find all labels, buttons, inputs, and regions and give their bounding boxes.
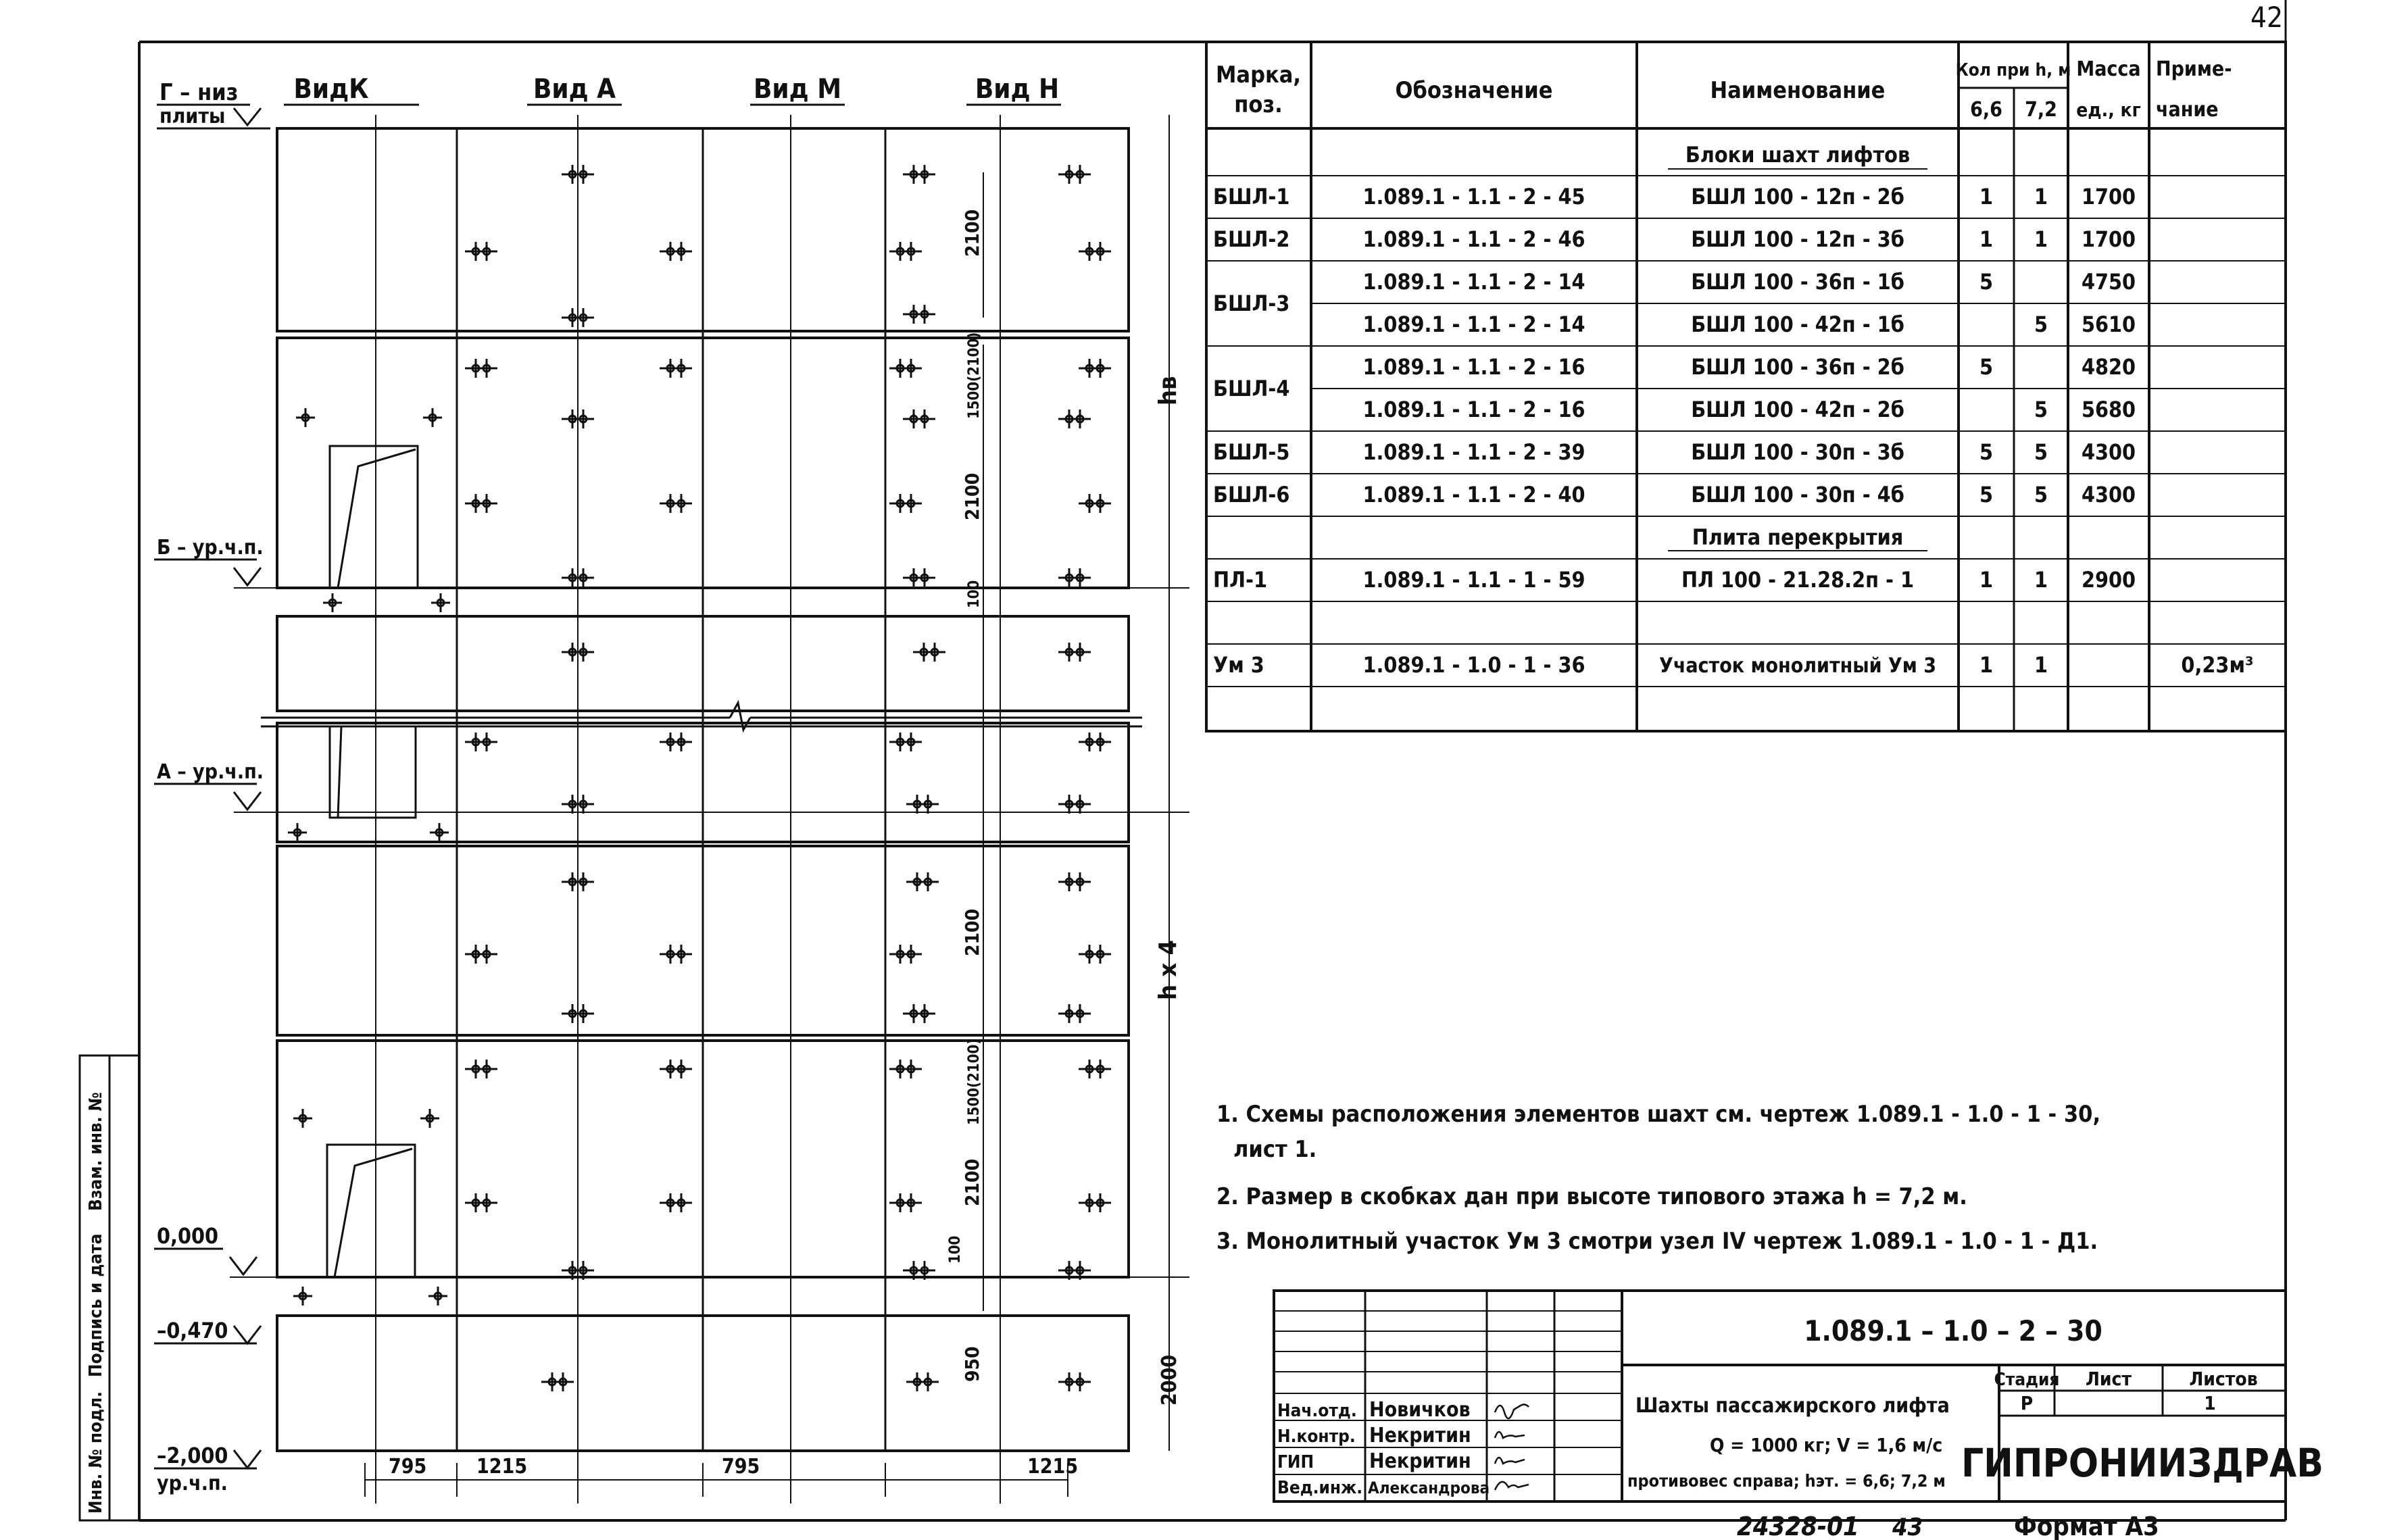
spec-cell-mark: БШЛ-3 <box>1213 291 1290 316</box>
spec-cell-designation: 1.089.1 - 1.1 - 2 - 14 <box>1362 312 1585 337</box>
spec-cell-name: БШЛ 100 - 12п - 3б <box>1691 226 1904 252</box>
spec-cell-designation: 1.089.1 - 1.1 - 2 - 14 <box>1362 269 1585 295</box>
dim-1215-1: 1215 <box>476 1455 528 1479</box>
view-n-label: Вид Н <box>975 74 1060 105</box>
level-minus047: –0,470 <box>157 1318 228 1343</box>
spec-cell-note: 0,23м³ <box>2181 652 2254 678</box>
signer-name-1: Новичков <box>1369 1398 1471 1422</box>
th-mass: Масса <box>2076 57 2141 81</box>
th-qty-72: 7,2 <box>2025 98 2057 122</box>
dim-950: 950 <box>961 1346 983 1382</box>
spec-cell-designation: 1.089.1 - 1.1 - 2 - 40 <box>1362 482 1585 507</box>
signer-role-3: ГИП <box>1277 1452 1314 1472</box>
spec-cell-q72: 5 <box>2034 439 2048 465</box>
sheet-frame <box>139 42 2286 1520</box>
view-m-label: Вид М <box>753 74 842 105</box>
spec-cell-q66: 1 <box>1979 184 1994 209</box>
spec-cell-name: ПЛ 100 - 21.28.2п - 1 <box>1681 567 1915 593</box>
th-qty: Кол при h, м <box>1955 60 2071 80</box>
title-desc-3: противовес справа; hэт. = 6,6; 7,2 м <box>1627 1471 1946 1491</box>
spec-cell-q66: 5 <box>1979 482 1994 507</box>
spec-cell-name: БШЛ 100 - 36п - 2б <box>1691 354 1904 380</box>
dim-1215-2: 1215 <box>1027 1455 1079 1479</box>
footer-page: 43 <box>1892 1514 1923 1540</box>
dim-2100-4: 2100 <box>961 1158 983 1206</box>
level-zero: 0,000 <box>157 1223 219 1249</box>
spec-cell-q72: 1 <box>2034 226 2048 252</box>
spec-cell-q72: 5 <box>2034 312 2048 337</box>
spec-cell-mass: 1700 <box>2081 226 2136 252</box>
spec-cell-designation: 1.089.1 - 1.1 - 2 - 45 <box>1362 184 1585 209</box>
spec-cell-mass: 4300 <box>2081 482 2136 507</box>
signer-role-1: Нач.отд. <box>1277 1401 1357 1421</box>
spec-cell-q72: 1 <box>2034 652 2048 678</box>
level-a: А – ур.ч.п. <box>157 760 264 784</box>
spec-cell-mark: Ум 3 <box>1213 652 1264 678</box>
spec-cell-q72: 1 <box>2034 184 2048 209</box>
dim-2000: 2000 <box>1158 1354 1181 1406</box>
spec-cell-name: БШЛ 100 - 42п - 2б <box>1691 397 1904 422</box>
level-b: Б – ур.ч.п. <box>157 536 264 560</box>
stage-value: Р <box>2020 1392 2034 1414</box>
signer-role-2: Н.контр. <box>1277 1426 1356 1447</box>
th-mass-sub: ед., кг <box>2076 99 2141 121</box>
signer-name-2: Некритин <box>1369 1424 1471 1447</box>
dim-hb: hв <box>1154 376 1182 405</box>
spec-cell-designation: 1.089.1 - 1.1 - 2 - 16 <box>1362 397 1585 422</box>
spec-cell-q66: 1 <box>1979 226 1994 252</box>
spec-cell-designation: 1.089.1 - 1.1 - 2 - 39 <box>1362 439 1585 465</box>
section-slab: Плита перекрытия <box>1692 524 1904 550</box>
dim-795-1: 795 <box>389 1455 427 1479</box>
spec-cell-mass: 1700 <box>2081 184 2136 209</box>
th-mark-sub: поз. <box>1234 91 1283 118</box>
spec-cell-mass: 5610 <box>2081 312 2136 337</box>
spec-cell-designation: 1.089.1 - 1.1 - 2 - 16 <box>1362 354 1585 380</box>
section-shafts: Блоки шахт лифтов <box>1685 142 1911 168</box>
spec-cell-name: БШЛ 100 - 36п - 1б <box>1691 269 1904 295</box>
th-qty-66: 6,6 <box>1970 98 2002 122</box>
break-line <box>261 703 1142 730</box>
signer-name-3: Некритин <box>1369 1449 1471 1473</box>
stage-label: Стадия <box>1994 1370 2060 1390</box>
org-name: ГИПРОНИИЗДРАВ <box>1961 1440 2324 1486</box>
sheets-value: 1 <box>2204 1392 2216 1414</box>
dim-1500-2: 1500(2100) <box>966 1038 983 1125</box>
spec-cell-q72: 1 <box>2034 567 2048 593</box>
spec-cell-designation: 1.089.1 - 1.1 - 2 - 46 <box>1362 226 1585 252</box>
th-name: Наименование <box>1710 77 1886 104</box>
spec-cell-mark: БШЛ-2 <box>1213 226 1290 252</box>
spec-cell-mass: 2900 <box>2081 567 2136 593</box>
note-1: 1. Схемы расположения элементов шахт см. чертеж 1.089.1 - 1.0 - 1 - 30, <box>1216 1101 2101 1128</box>
dimension-lines <box>365 115 1169 1497</box>
spec-cell-designation: 1.089.1 - 1.0 - 1 - 36 <box>1362 652 1585 678</box>
note-3: 3. Монолитный участок Ум 3 смотри узел IV чертеж 1.089.1 - 1.0 - 1 - Д1. <box>1216 1228 2098 1255</box>
title-desc-1: Шахты пассажирского лифта <box>1635 1394 1950 1418</box>
spec-cell-q66: 5 <box>1979 269 1994 295</box>
spec-cell-mass: 4750 <box>2081 269 2136 295</box>
spec-cell-designation: 1.089.1 - 1.1 - 1 - 59 <box>1362 567 1585 593</box>
level-minus2: –2,000 <box>157 1443 228 1468</box>
signer-role-4: Вед.инж. <box>1277 1478 1363 1498</box>
level-minus2-sub: ур.ч.п. <box>157 1472 228 1495</box>
level-g: Г – низ <box>159 79 239 106</box>
spec-cell-mark: ПЛ-1 <box>1213 567 1267 593</box>
spec-cell-mass: 4820 <box>2081 354 2136 380</box>
level-g-sub: плиты <box>159 105 226 128</box>
footer-format: Формат А3 <box>2014 1512 2159 1540</box>
view-k-label: ВидК <box>293 74 369 105</box>
dim-1500-1: 1500(2100) <box>966 332 983 419</box>
drawing-code: 1.089.1 – 1.0 – 2 – 30 <box>1804 1314 2102 1347</box>
page-number: 42 <box>2250 1 2284 34</box>
spec-cell-mass: 4300 <box>2081 439 2136 465</box>
th-note-sub: чание <box>2156 98 2219 122</box>
anchor-markers <box>288 165 1111 1391</box>
door-openings <box>327 446 418 1277</box>
th-mark: Марка, <box>1215 61 1302 89</box>
spec-cell-name: БШЛ 100 - 30п - 4б <box>1691 482 1904 507</box>
stamp-vzam-label: Взам. инв. № <box>86 1092 106 1211</box>
dim-2100-1: 2100 <box>961 209 983 257</box>
stamp-sign-label: Подпись и дата <box>86 1233 106 1377</box>
dim-100-2: 100 <box>947 1235 964 1264</box>
view-separators <box>457 128 885 1451</box>
spec-cell-name: БШЛ 100 - 30п - 3б <box>1691 439 1904 465</box>
spec-cell-mass: 5680 <box>2081 397 2136 422</box>
sheet-label: Лист <box>2085 1368 2132 1390</box>
spec-cell-name: Участок монолитный Ум 3 <box>1659 654 1936 678</box>
title-desc-2: Q = 1000 кг; V = 1,6 м/с <box>1710 1434 1943 1456</box>
view-a-label: Вид А <box>533 74 616 105</box>
signer-name-4: Александрова <box>1368 1479 1490 1497</box>
dim-2100-2: 2100 <box>961 472 983 520</box>
spec-cell-q66: 5 <box>1979 354 1994 380</box>
dim-795-2: 795 <box>722 1455 760 1479</box>
dim-100-1: 100 <box>966 580 983 608</box>
spec-cell-mark: БШЛ-4 <box>1213 376 1290 401</box>
spec-cell-name: БШЛ 100 - 42п - 1б <box>1691 312 1904 337</box>
stamp-inv-label: Инв. № подл. <box>86 1391 106 1514</box>
spec-cell-q66: 5 <box>1979 439 1994 465</box>
spec-cell-q66: 1 <box>1979 567 1994 593</box>
spec-cell-q72: 5 <box>2034 482 2048 507</box>
note-1-cont: лист 1. <box>1233 1136 1317 1163</box>
th-note: Приме- <box>2156 57 2232 81</box>
spec-cell-mark: БШЛ-6 <box>1213 482 1290 507</box>
spec-cell-mark: БШЛ-1 <box>1213 184 1290 209</box>
spec-cell-q66: 1 <box>1979 652 1994 678</box>
dim-2100-3: 2100 <box>961 908 983 956</box>
spec-cell-mark: БШЛ-5 <box>1213 439 1290 465</box>
dim-hx4: h x 4 <box>1154 939 1182 1000</box>
note-2: 2. Размер в скобках дан при высоте типового этажа h = 7,2 м. <box>1216 1183 1967 1210</box>
spec-cell-q72: 5 <box>2034 397 2048 422</box>
footer-archive: 24328-01 <box>1737 1512 1859 1540</box>
axis-lines <box>376 115 1000 1504</box>
sheets-label: Листов <box>2189 1368 2258 1390</box>
spec-cell-name: БШЛ 100 - 12п - 2б <box>1691 184 1904 209</box>
th-designation: Обозначение <box>1395 77 1553 104</box>
